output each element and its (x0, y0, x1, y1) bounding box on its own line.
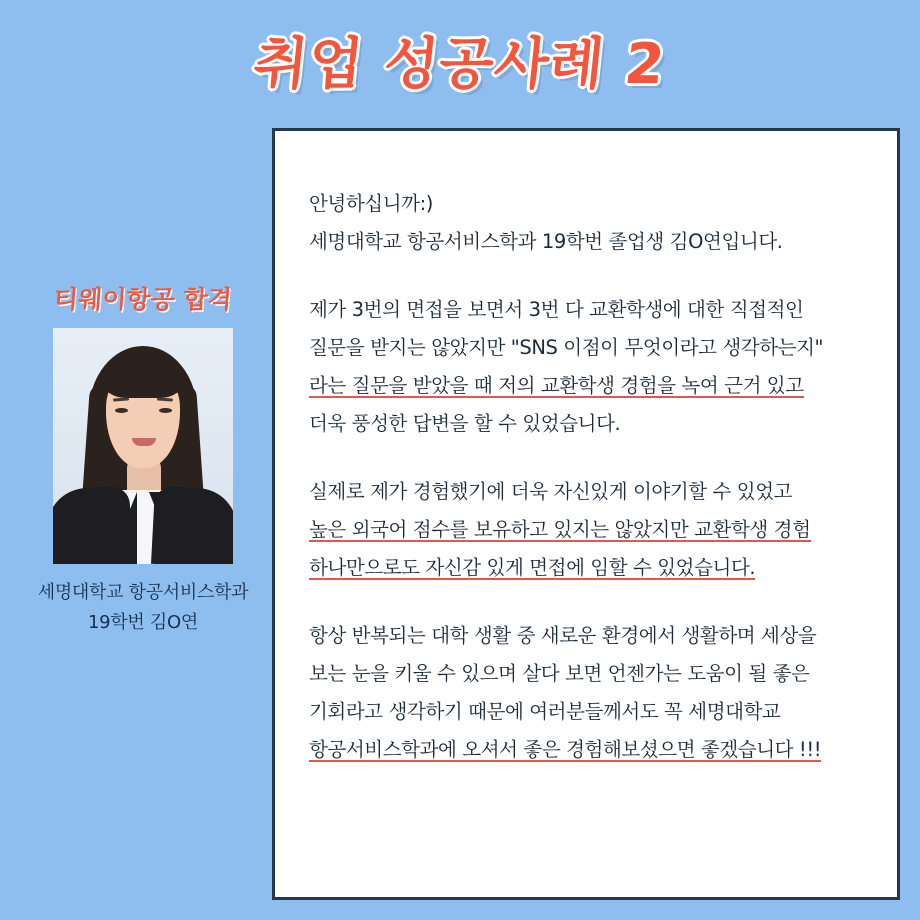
letter-paragraph-interview-experience (309, 291, 857, 443)
letter-line: 더욱 풍성한 답변을 할 수 있었습니다. (309, 412, 621, 436)
highlighted-text: 하나만으로도 자신감 있게 면접에 임할 수 있었습니다. (309, 556, 756, 580)
eye-right-shape (159, 408, 172, 413)
profile-caption (22, 578, 264, 637)
profile-photo (53, 328, 233, 564)
company-pass-label: 티웨이항공 합격 (52, 285, 233, 314)
letter-line: 실제로 제가 경험했기에 더욱 자신있게 이야기할 수 있었고 (309, 480, 793, 504)
highlighted-text: 높은 외국어 점수를 보유하고 있지는 않았지만 교환학생 경험 (309, 518, 811, 542)
letter-paragraph-confidence (309, 473, 857, 587)
fringe-shape (101, 354, 185, 398)
page-title: 취업 성공사례 2 (250, 32, 669, 97)
profile-caption-line-2: 19학번 김O연 (88, 611, 198, 633)
letter-line (309, 549, 857, 587)
letter-line (309, 511, 857, 549)
lapel-left-shape (107, 492, 137, 564)
letter-line: 기회라고 생각하기 때문에 여러분들께서도 꼭 세명대학교 (309, 700, 781, 724)
letter-line: 안녕하십니까:) (309, 192, 433, 215)
profile-column (22, 280, 264, 637)
lapel-right-shape (149, 492, 179, 564)
letter-line: 보는 눈을 키울 수 있으며 살다 보면 언젠가는 도움이 될 좋은 (309, 662, 810, 686)
letter-line: 세명대학교 항공서비스학과 19학번 졸업생 김O연입니다. (309, 230, 783, 254)
letter-line (309, 731, 857, 769)
testimonial-card (272, 128, 900, 900)
page-title-container (0, 20, 920, 100)
eye-left-shape (115, 408, 128, 413)
letter-paragraph-recommendation (309, 617, 857, 769)
profile-caption-line-1: 세명대학교 항공서비스학과 (37, 582, 249, 603)
letter-paragraph-greeting (309, 185, 857, 261)
letter-line: 항상 반복되는 대학 생활 중 새로운 환경에서 생활하며 세상을 (309, 624, 817, 648)
letter-line: 질문을 받지는 않았지만 "SNS 이점이 무엇이라고 생각하는지" (309, 336, 824, 360)
highlighted-text: 항공서비스학과에 오셔서 좋은 경험해보셨으면 좋겠습니다 !!! (309, 738, 822, 762)
highlighted-text: 라는 질문을 받았을 때 저의 교환학생 경험을 녹여 근거 있고 (309, 374, 804, 398)
letter-line (309, 367, 857, 405)
letter-line: 제가 3번의 면접을 보면서 3번 다 교환학생에 대한 직접적인 (309, 298, 804, 322)
